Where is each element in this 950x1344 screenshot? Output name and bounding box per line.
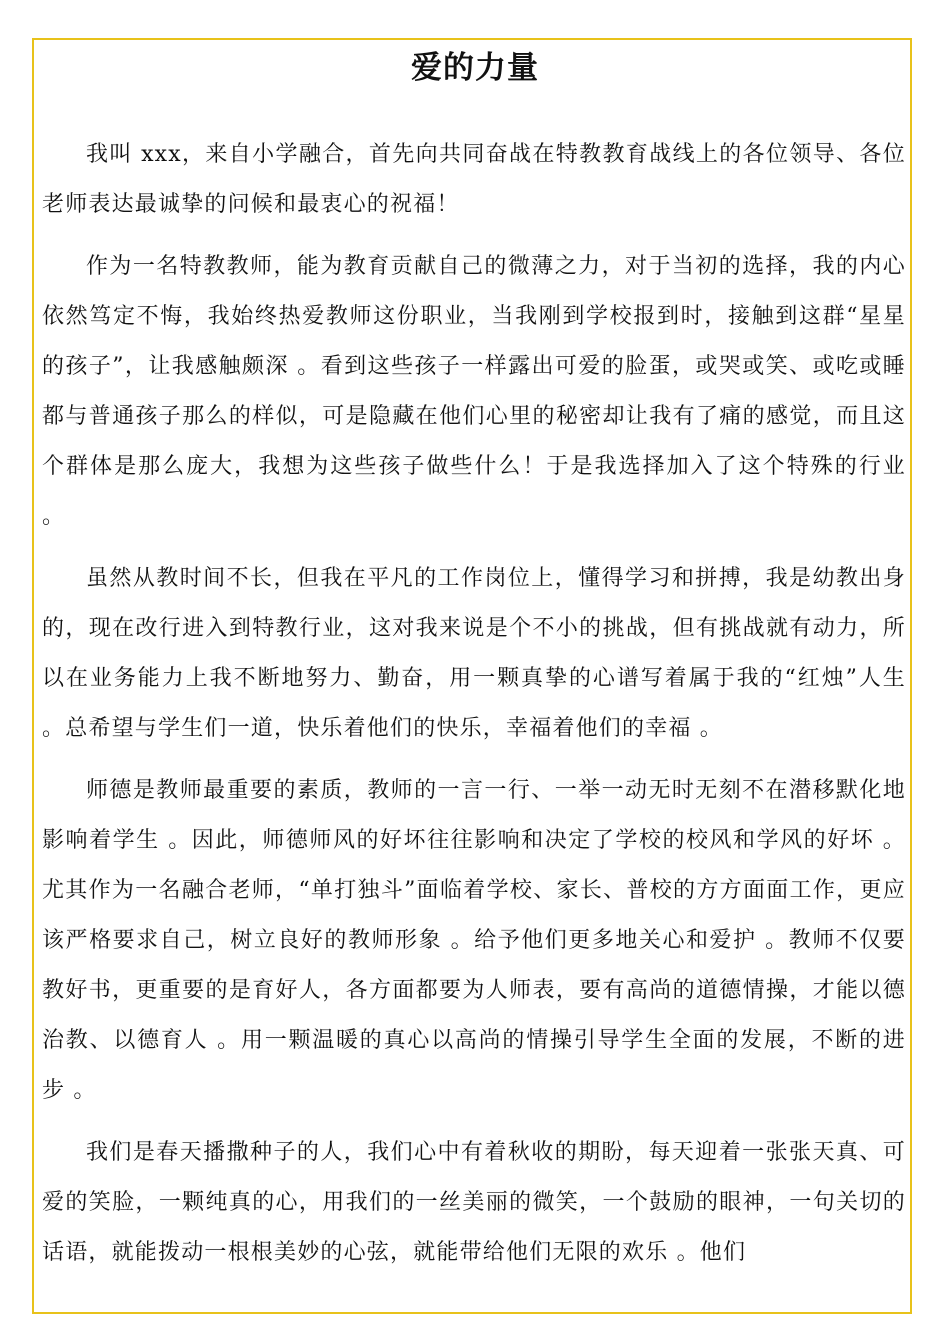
- paragraph-5: 我们是春天播撒种子的人，我们心中有着秋收的期盼，每天迎着一张张天真、可爱的笑脸，一颗纯真的心，用我们的一丝美丽的微笑，一个鼓励的眼神，一句关切的话语，就能拨动一根根美妙的心弦，就能带给他们无限的欢乐 。他们: [42, 1140, 906, 1265]
- paragraph-2: 作为一名特教教师，能为教育贡献自己的微薄之力，对于当初的选择，我的内心依然笃定不悔，我始终热爱教师这份职业，当我刚到学校报到时，接触到这群“星星的孩子”，让我感触颇深 。看到这些孩子一样露出可爱的脸蛋，或哭或笑、或吃或睡都与普通孩子那么的样似，可是隐藏在他们心里的秘密却让我有了痛的感觉，而且这个群体是那么庞大，我想为这些孩子做些什么！于是我选择加入了这个特殊的行业 。: [42, 254, 906, 529]
- document-body: [42, 130, 906, 1290]
- paragraph-3: 虽然从教时间不长，但我在平凡的工作岗位上，懂得学习和拼搏，我是幼教出身的，现在改行进入到特教行业，这对我来说是个不小的挑战，但有挑战就有动力，所以在业务能力上我不断地努力、勤奋，用一颗真挚的心谱写着属于我的“红烛”人生 。总希望与学生们一道，快乐着他们的快乐，幸福着他们的幸福 。: [42, 566, 906, 741]
- document-title: 爱的力量: [411, 50, 539, 86]
- paragraph-1: 我叫 xxx，来自小学融合，首先向共同奋战在特教教育战线上的各位领导、各位老师表达最诚挚的问候和最衷心的祝福！: [42, 142, 906, 217]
- paragraph-4: 师德是教师最重要的素质，教师的一言一行、一举一动无时无刻不在潜移默化地影响着学生 。因此，师德师风的好坏往往影响和决定了学校的校风和学风的好坏 。尤其作为一名融合老师，“单打独斗”面临着学校、家长、普校的方方面面工作，更应该严格要求自己，树立良好的教师形象 。给予他们更多地关心和爱护 。教师不仅要教好书，更重要的是育好人，各方面都要为人师表，要有高尚的道德情操，才能以德治教、以德育人 。用一颗温暖的真心以高尚的情操引导学生全面的发展，不断的进步 。: [42, 778, 906, 1103]
